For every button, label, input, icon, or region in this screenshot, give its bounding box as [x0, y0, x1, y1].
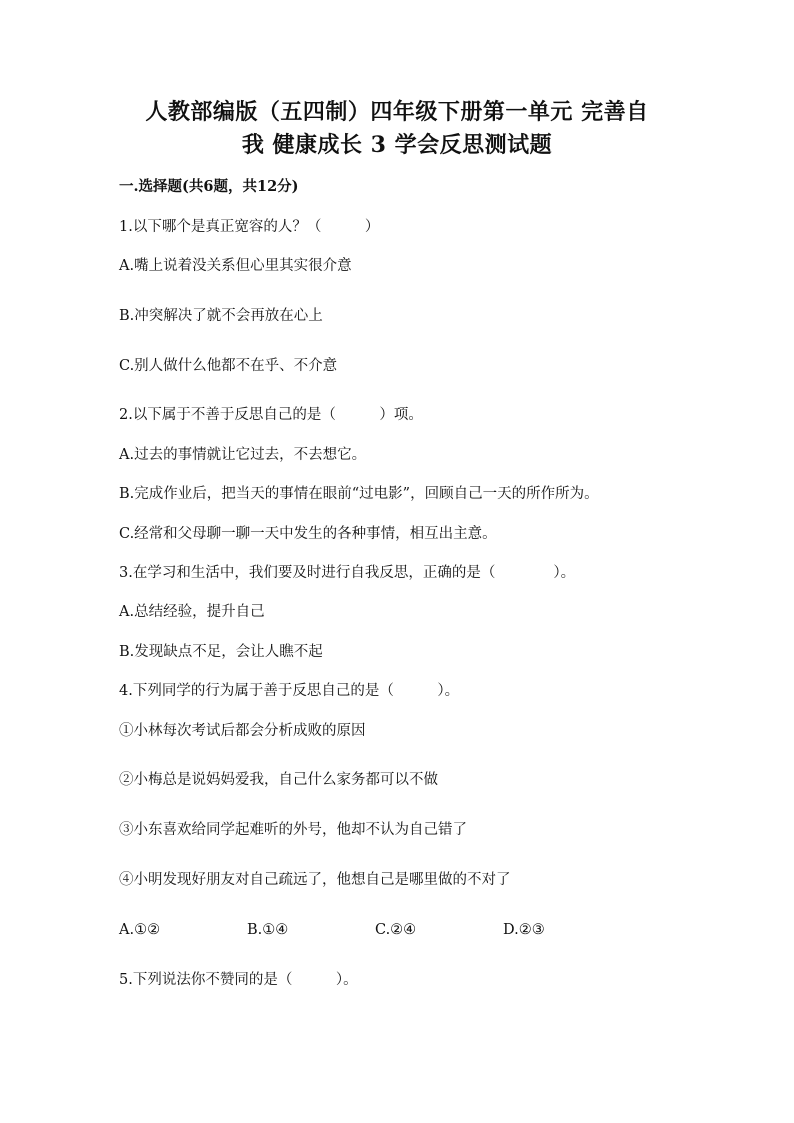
question-4-stem: 4.下列同学的行为属于善于反思自己的是（ ）。: [119, 683, 460, 699]
question-2-stem: 2.以下属于不善于反思自己的是（ ）项。: [119, 407, 423, 423]
question-1-option-a: A.嘴上说着没关系但心里其实很介意: [119, 258, 352, 274]
question-5-stem: 5.下列说法你不赞同的是（ ）。: [119, 972, 358, 988]
question-3-option-b: B.发现缺点不足，会让人瞧不起: [119, 644, 323, 660]
question-4-statement-2: ②小梅总是说妈妈爱我，自己什么家务都可以不做: [119, 772, 438, 788]
question-4-option-b: B.①④: [247, 922, 289, 938]
question-2-option-c: C.经常和父母聊一聊一天中发生的各种事情，相互出主意。: [119, 526, 497, 542]
section-heading: 一.选择题(共6题，共12分): [119, 178, 299, 195]
question-4-option-d: D.②③: [503, 922, 545, 938]
question-3-stem: 3.在学习和生活中，我们要及时进行自我反思，正确的是（ ）。: [119, 565, 576, 581]
question-3-option-a: A.总结经验，提升自己: [119, 604, 265, 620]
question-4-option-a: A.①②: [119, 922, 161, 938]
question-4-statement-4: ④小明发现好朋友对自己疏远了，他想自己是哪里做的不对了: [119, 872, 511, 888]
question-1-stem: 1.以下哪个是真正宽容的人？（ ）: [119, 219, 380, 235]
question-1-option-c: C.别人做什么他都不在乎、不介意: [119, 358, 338, 374]
question-2-option-a: A.过去的事情就让它过去，不去想它。: [119, 447, 367, 463]
question-4-statement-1: ①小林每次考试后都会分析成败的原因: [119, 723, 366, 739]
question-4-option-c: C.②④: [375, 922, 417, 938]
question-4-statement-3: ③小东喜欢给同学起难听的外号，他却不认为自己错了: [119, 822, 467, 838]
question-2-option-b: B.完成作业后，把当天的事情在眼前“过电影”，回顾自己一天的所作所为。: [119, 486, 599, 502]
page-title-line1: 人教部编版（五四制）四年级下册第一单元 完善自: [145, 99, 649, 125]
question-1-option-b: B.冲突解决了就不会再放在心上: [119, 308, 323, 324]
page-title-line2: 我 健康成长 3 学会反思测试题: [241, 132, 553, 158]
